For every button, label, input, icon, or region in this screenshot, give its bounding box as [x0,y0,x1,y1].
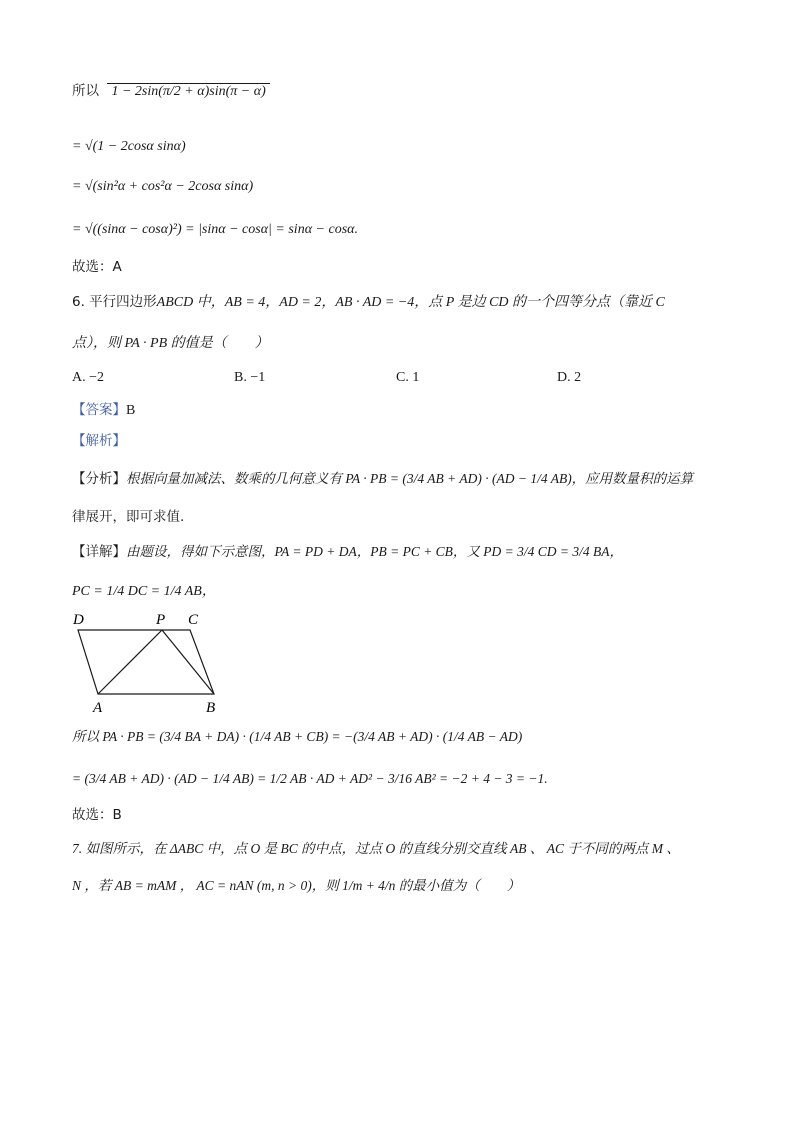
q6-detail-line2: PC = 1/4 DC = 1/4 AB， [72,584,216,599]
q6-calc-line2 [72,770,548,788]
q6-fenxi-line1 [72,470,693,488]
prev-conclusion: 故选：A [72,259,122,275]
prev-step3: = √((sinα − cosα)²) = |sinα − cosα| = sinα − cosα. [72,222,359,237]
fenxi-text-1: 根据向量加减法、数乘的几何意义有 PA · PB = (3/4 AB + AD) · (AD − 1/4 AB)，应用数量积的运算 [126,471,694,486]
q6-option-b: B. −1 [234,370,266,385]
prev-intro-text: 所以 [72,83,99,99]
segment-pb [162,630,214,694]
fenxi-tag: 【分析】 [72,471,126,487]
calc-text-2: = (3/4 AB + AD) · (AD − 1/4 AB) = 1/2 AB · AD + AD² − 3/16 AB² = −2 + 4 − 3 = −1. [72,771,548,786]
q6-stem-line2 [72,334,269,353]
q6-option-d: D. 2 [557,370,582,385]
q6-number-prefix: 6. 平行四边形 [72,294,157,310]
q6-stem-line2-text: 点），则 PA · PB 的值是（ ） [72,336,269,351]
q6-calc-line1 [72,728,522,746]
q6-fenxi-line2: 律展开，即可求值. [72,509,185,525]
label-p: P [156,612,166,628]
q6-option-c: C. 1 [396,370,420,385]
parallelogram-figure [68,606,228,716]
q7-text-2: N ，若 AB = mAM ， AC = nAN (m, n > 0)，则 1/m + 4/n 的最小值为（ ） [72,878,521,893]
label-b: B [206,700,216,716]
prev-step1: = √(1 − 2cosα sinα) [72,139,186,154]
calc-text-1: 所以 PA · PB = (3/4 BA + DA) · (1/4 AB + CB) = −(3/4 AB + AD) · (1/4 AB − AD) [72,729,523,744]
q7-text-1: 7. 如图所示，在 ΔABC 中，点 O 是 BC 的中点，过点 O 的直线分别交直线 AB 、 AC 于不同的两点 M 、 [72,841,680,856]
label-d: D [73,612,84,628]
q6-detail-line1 [72,543,623,561]
q6-analysis-line [72,432,126,450]
prev-intro-line [72,82,270,101]
analysis-tag: 【解析】 [72,433,126,449]
q6-stem-line1 [72,293,665,312]
answer-value: B [126,403,136,418]
q6-answer-line [72,401,135,420]
parallelogram-outline [78,630,214,694]
detail-text-1: 由题设，得如下示意图，PA = PD + DA，PB = PC + CB，又 PD = 3/4 CD = 3/4 BA， [126,544,624,559]
segment-pa [98,630,162,694]
prev-step2: = √(sin²α + cos²α − 2cosα sinα) [72,179,254,194]
answer-tag: 【答案】 [72,402,126,418]
q7-line1 [72,840,680,858]
q6-conclusion: 故选：B [72,807,122,823]
prev-radicand: 1 − 2sin(π/2 + α)sin(π − α) [107,83,269,99]
q6-option-a: A. −2 [72,370,105,385]
detail-tag: 【详解】 [72,544,126,560]
q7-line2 [72,877,520,895]
label-a: A [93,700,103,716]
label-c: C [188,612,199,628]
q6-stem-text: ABCD 中，AB = 4，AD = 2，AB · AD = −4，点 P 是边 CD 的一个四等分点（靠近 C [156,295,665,310]
